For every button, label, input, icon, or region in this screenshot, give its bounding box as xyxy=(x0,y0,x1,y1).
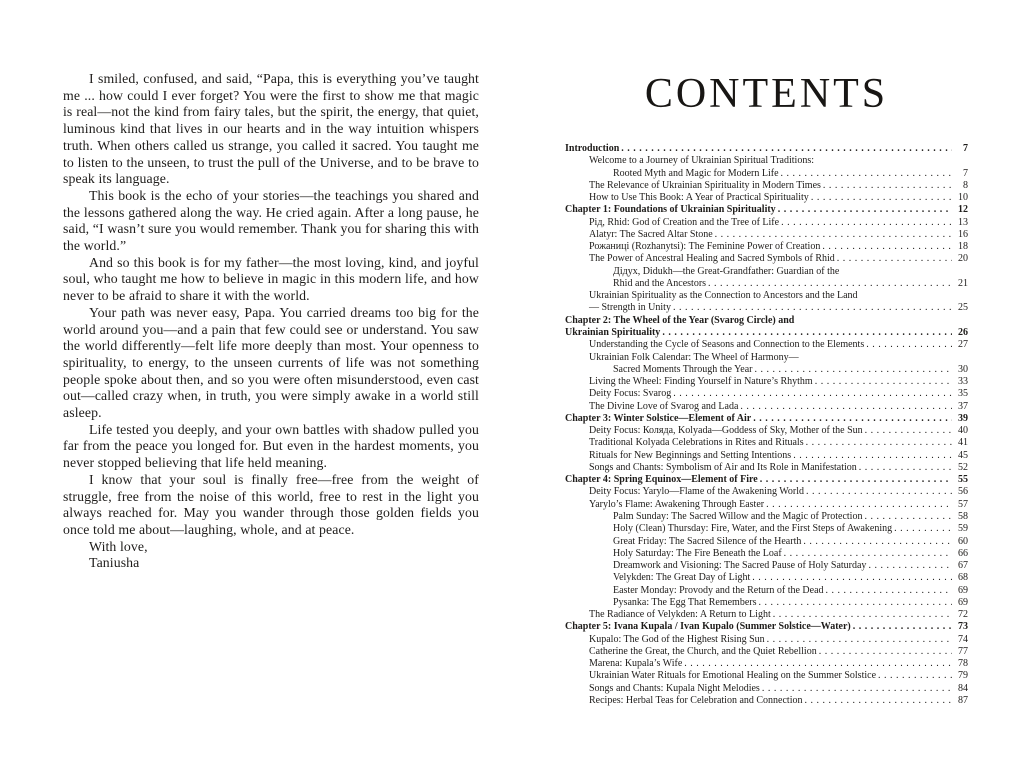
toc-page-number: 69 xyxy=(958,596,968,608)
toc-entry-title: Understanding the Cycle of Seasons and Connection to the Elements xyxy=(589,339,865,351)
toc-entry xyxy=(565,327,968,339)
toc-entry-title: Chapter 2: The Wheel of the Year (Svarog Circle) and xyxy=(565,314,795,326)
dot-leader xyxy=(708,278,952,290)
toc-entry-title: Рожаниці (Rozhanytsi): The Feminine Power of Creation xyxy=(589,241,821,253)
toc-page-number: 66 xyxy=(958,547,968,559)
toc-entry-title: Ukrainian Spirituality xyxy=(565,326,661,338)
toc-page-number: 30 xyxy=(958,363,968,375)
toc-page-number: 39 xyxy=(958,412,968,424)
toc-entry-title: Holy (Clean) Thursday: Fire, Water, and the First Steps of Awakening xyxy=(613,523,893,535)
toc-entry-title: Songs and Chants: Symbolism of Air and Its Role in Manifestation xyxy=(589,461,857,473)
toc-entry-title: Holy Saturday: The Fire Beneath the Loaf xyxy=(613,547,782,559)
toc-entry-title: Ukrainian Water Rituals for Emotional Healing on the Summer Solstice xyxy=(589,670,877,682)
toc-entry-title: Rhid and the Ancestors xyxy=(613,277,707,289)
dot-leader xyxy=(684,658,952,670)
toc-page-number: 7 xyxy=(963,167,968,179)
toc-entry xyxy=(565,462,968,474)
dedication-paragraph: I smiled, confused, and said, “Papa, this is everything you’ve taught me ... how could I ever forget? You were the first to show me that magic is real—not the kind from fairy tales, but the spirit, the energy, that quiet, luminous kind that lives in our hearts and in the way intuition whispers truth. When others called us strange, you called it sacred. You taught me to listen to the unseen, to trust the pull of the Universe, and to be brave to speak its language. xyxy=(63,71,479,187)
toc-page-number: 74 xyxy=(958,633,968,645)
dedication-paragraph: Taniusha xyxy=(89,555,140,571)
toc-entry xyxy=(565,155,968,167)
toc-entry-title: Ukrainian Spirituality as the Connection to Ancestors and the Land xyxy=(589,290,858,302)
toc-page-number: 16 xyxy=(958,228,968,240)
dot-leader xyxy=(822,241,952,253)
dot-leader xyxy=(868,560,952,572)
dot-leader xyxy=(853,621,952,633)
toc-entry xyxy=(565,425,968,437)
toc-entry-title: Deity Focus: Коляда, Kolyada—Goddess of Sky, Mother of the Sun xyxy=(589,425,863,437)
toc-entry-title: Chapter 4: Spring Equinox—Element of Fire xyxy=(565,474,758,486)
toc-entry-title: Traditional Kolyada Celebrations in Rites and Rituals xyxy=(589,437,804,449)
toc-entry xyxy=(565,609,968,621)
dot-leader xyxy=(766,499,952,511)
dot-leader xyxy=(778,204,952,216)
toc-page-number: 18 xyxy=(958,241,968,253)
toc-page-number: 33 xyxy=(958,376,968,388)
dot-leader xyxy=(752,572,952,584)
toc-entry xyxy=(565,352,968,364)
toc-entry-title: Dreamwork and Visioning: The Sacred Pause of Holy Saturday xyxy=(613,560,867,572)
toc-entry xyxy=(565,302,968,314)
toc-entry-title: Welcome to a Journey of Ukrainian Spiritual Traditions: xyxy=(589,155,814,167)
toc-entry-title: Marena: Kupala’s Wife xyxy=(589,658,683,670)
toc-entry xyxy=(565,597,968,609)
toc-page-number: 72 xyxy=(958,609,968,621)
toc-page-number: 84 xyxy=(958,682,968,694)
toc-entry xyxy=(565,536,968,548)
toc-entry xyxy=(565,376,968,388)
toc-page-number: 20 xyxy=(958,253,968,265)
toc-entry xyxy=(565,511,968,523)
toc-page-number: 25 xyxy=(958,302,968,314)
toc-entry-title: Rituals for New Beginnings and Setting Intentions xyxy=(589,449,792,461)
toc-page-number: 87 xyxy=(958,694,968,706)
toc-entry-title: Pysanka: The Egg That Remembers xyxy=(613,596,757,608)
dot-leader xyxy=(781,217,952,229)
toc-entry-title: Deity Focus: Svarog xyxy=(589,388,672,400)
toc-page-number: 58 xyxy=(958,510,968,522)
toc-entry-title: Kupalo: The God of the Highest Rising Sun xyxy=(589,633,765,645)
dot-leader xyxy=(767,634,952,646)
toc-entry xyxy=(565,646,968,658)
dedication-paragraph: Life tested you deeply, and your own battles with shadow pulled you far from the peace you longed for. But even in the hardest moments, you never stopped believing that life held meaning. xyxy=(63,421,479,471)
toc-entry xyxy=(565,683,968,695)
dot-leader xyxy=(773,609,952,621)
toc-entry-title: The Divine Love of Svarog and Lada xyxy=(589,400,739,412)
dot-leader xyxy=(715,229,952,241)
toc-page-number: 77 xyxy=(958,645,968,657)
toc-entry-title: Рід, Rhid: God of Creation and the Tree of Life xyxy=(589,216,780,228)
toc-entry xyxy=(565,339,968,351)
dot-leader xyxy=(806,437,952,449)
toc-page-number: 69 xyxy=(958,584,968,596)
toc-entry-title: Ukrainian Folk Calendar: The Wheel of Harmony— xyxy=(589,351,799,363)
dot-leader xyxy=(753,413,952,425)
dot-leader xyxy=(837,253,952,265)
toc-entry xyxy=(565,634,968,646)
toc-entry-title: Chapter 5: Ivana Kupala / Ivan Kupalo (Summer Solstice—Water) xyxy=(565,621,851,633)
toc-entry-title: The Power of Ancestral Healing and Sacred Symbols of Rhid xyxy=(589,253,835,265)
toc-page-number: 60 xyxy=(958,535,968,547)
dot-leader xyxy=(781,168,952,180)
dedication-paragraph: With love, xyxy=(89,538,148,554)
toc-page-number: 41 xyxy=(958,437,968,449)
toc-page-number: 57 xyxy=(958,498,968,510)
dot-leader xyxy=(760,474,952,486)
dedication-paragraph: And so this book is for my father—the most loving, kind, and joyful soul, who taught me how to believe in magic in this modern life, and how never to be afraid to share it with the world. xyxy=(63,254,479,304)
dot-leader xyxy=(662,327,952,339)
toc-entry xyxy=(565,474,968,486)
toc-entry xyxy=(565,290,968,302)
toc-entry-title: Chapter 3: Winter Solstice—Element of Air xyxy=(565,412,752,424)
toc-entry-title: Rooted Myth and Magic for Modern Life xyxy=(613,167,779,179)
dot-leader xyxy=(826,585,952,597)
toc-entry xyxy=(565,278,968,290)
dot-leader xyxy=(806,486,952,498)
toc-entry-title: Easter Monday: Provody and the Return of the Dead xyxy=(613,584,824,596)
toc-page-number: 79 xyxy=(958,670,968,682)
dot-leader xyxy=(740,401,952,413)
toc-page-number: 8 xyxy=(963,179,968,191)
toc-entry xyxy=(565,486,968,498)
toc-page-number: 67 xyxy=(958,560,968,572)
toc-page-number: 21 xyxy=(958,277,968,289)
toc-entry xyxy=(565,585,968,597)
toc-entry xyxy=(565,401,968,413)
toc-entry-title: The Relevance of Ukrainian Spirituality in Modern Times xyxy=(589,179,821,191)
dot-leader xyxy=(803,536,952,548)
toc-page-number: 56 xyxy=(958,486,968,498)
dot-leader xyxy=(805,695,953,707)
toc-page-number: 68 xyxy=(958,572,968,584)
toc-entry xyxy=(565,437,968,449)
toc-entry-title: Sacred Moments Through the Year xyxy=(613,363,753,375)
toc-page-number: 37 xyxy=(958,400,968,412)
dedication-paragraph: Your path was never easy, Papa. You carried dreams too big for the world around you—and a pain that few could see or understand. You saw the world differently—felt life more deeply than most. Your openness to spirituality, to energy, to the unseen currents of life was not something people spoke about then, and so you were often misunderstood, even cast out—called crazy when, in truth, you were simply awake in a world still asleep. xyxy=(63,304,479,421)
toc-entry xyxy=(565,253,968,265)
toc-entry-title: Chapter 1: Foundations of Ukrainian Spirituality xyxy=(565,204,776,216)
toc-entry xyxy=(565,560,968,572)
dot-leader xyxy=(759,597,953,609)
toc-page-number: 13 xyxy=(958,216,968,228)
toc-entry xyxy=(565,413,968,425)
toc-page-number: 55 xyxy=(958,474,968,486)
toc-page-number: 12 xyxy=(958,204,968,216)
toc-entry-title: Introduction xyxy=(565,143,620,154)
toc-entry-title: Living the Wheel: Finding Yourself in Nature’s Rhythm xyxy=(589,376,813,388)
toc-entry-title: Velykden: The Great Day of Light xyxy=(613,572,751,584)
toc-entry-title: Yarylo’s Flame: Awakening Through Easter xyxy=(589,498,765,510)
dot-leader xyxy=(621,143,952,155)
toc-page-number: 10 xyxy=(958,192,968,204)
dot-leader xyxy=(762,683,952,695)
toc-entry-title: Дідух, Didukh—the Great-Grandfather: Guardian of the xyxy=(613,265,840,277)
toc-page-number: 78 xyxy=(958,658,968,670)
dedication-paragraph: I know that your soul is finally free—free from the weight of struggle, free from the noise of this world, free to rest in the light you always reached for. May you wander through those golden fields you once told me about—laughing, whole, and at peace. xyxy=(63,471,479,537)
toc-page-number: 52 xyxy=(958,461,968,473)
contents-title: CONTENTS xyxy=(644,71,889,117)
toc-entry xyxy=(565,450,968,462)
toc-list xyxy=(565,143,968,707)
toc-entry xyxy=(565,143,968,155)
toc-entry xyxy=(565,548,968,560)
dot-leader xyxy=(815,376,952,388)
toc-page-number: 35 xyxy=(958,388,968,400)
dot-leader xyxy=(673,388,952,400)
toc-entry-title: — Strength in Unity xyxy=(589,302,671,314)
dedication-text xyxy=(63,71,479,572)
toc-entry xyxy=(565,658,968,670)
toc-entry-title: Great Friday: The Sacred Silence of the Hearth xyxy=(613,535,802,547)
toc-entry xyxy=(565,229,968,241)
toc-entry-title: How to Use This Book: A Year of Practical Spirituality xyxy=(589,192,809,204)
dot-leader xyxy=(864,511,952,523)
toc-page-number: 59 xyxy=(958,523,968,535)
dedication-paragraph: This book is the echo of your stories—the teachings you shared and the lessons gathered along the way. He cried again. After a long pause, he said, “I wasn’t sure you would remember. Thank you for sharing this with the world.” xyxy=(63,187,479,254)
toc-entry xyxy=(565,621,968,633)
dot-leader xyxy=(673,302,952,314)
toc-entry xyxy=(565,695,968,707)
toc-entry xyxy=(565,217,968,229)
toc-entry-title: Songs and Chants: Kupala Night Melodies xyxy=(589,682,760,694)
dot-leader xyxy=(755,364,952,376)
dot-leader xyxy=(823,180,952,192)
toc-entry-title: Recipes: Herbal Teas for Celebration and Connection xyxy=(589,694,803,706)
toc-page-number: 73 xyxy=(958,621,968,633)
dot-leader xyxy=(811,192,952,204)
toc-entry xyxy=(565,192,968,204)
toc-entry-title: Palm Sunday: The Sacred Willow and the Magic of Protection xyxy=(613,510,863,522)
dot-leader xyxy=(819,646,952,658)
toc-entry xyxy=(565,315,968,327)
toc-entry xyxy=(565,364,968,376)
toc-page-number: 7 xyxy=(963,143,968,154)
dot-leader xyxy=(894,523,952,535)
dot-leader xyxy=(866,339,952,351)
dot-leader xyxy=(878,670,952,682)
toc-entry xyxy=(565,266,968,278)
toc-entry xyxy=(565,168,968,180)
toc-entry xyxy=(565,670,968,682)
toc-page-number: 27 xyxy=(958,339,968,351)
dot-leader xyxy=(793,450,952,462)
toc-entry-title: Alatyr: The Sacred Altar Stone xyxy=(589,228,713,240)
toc-entry xyxy=(565,499,968,511)
toc-entry-title: Deity Focus: Yarylo—Flame of the Awakening World xyxy=(589,486,805,498)
toc-entry-title: Catherine the Great, the Church, and the Quiet Rebellion xyxy=(589,645,817,657)
toc-page-number: 40 xyxy=(958,425,968,437)
toc-page-number: 45 xyxy=(958,449,968,461)
toc-entry xyxy=(565,204,968,216)
toc-entry xyxy=(565,523,968,535)
dot-leader xyxy=(865,425,952,437)
toc-entry xyxy=(565,572,968,584)
toc-entry xyxy=(565,180,968,192)
toc-entry xyxy=(565,388,968,400)
toc-page-number: 26 xyxy=(958,326,968,338)
dot-leader xyxy=(784,548,952,560)
toc-entry-title: The Radiance of Velykden: A Return to Light xyxy=(589,609,771,621)
toc-entry xyxy=(565,241,968,253)
dot-leader xyxy=(859,462,952,474)
